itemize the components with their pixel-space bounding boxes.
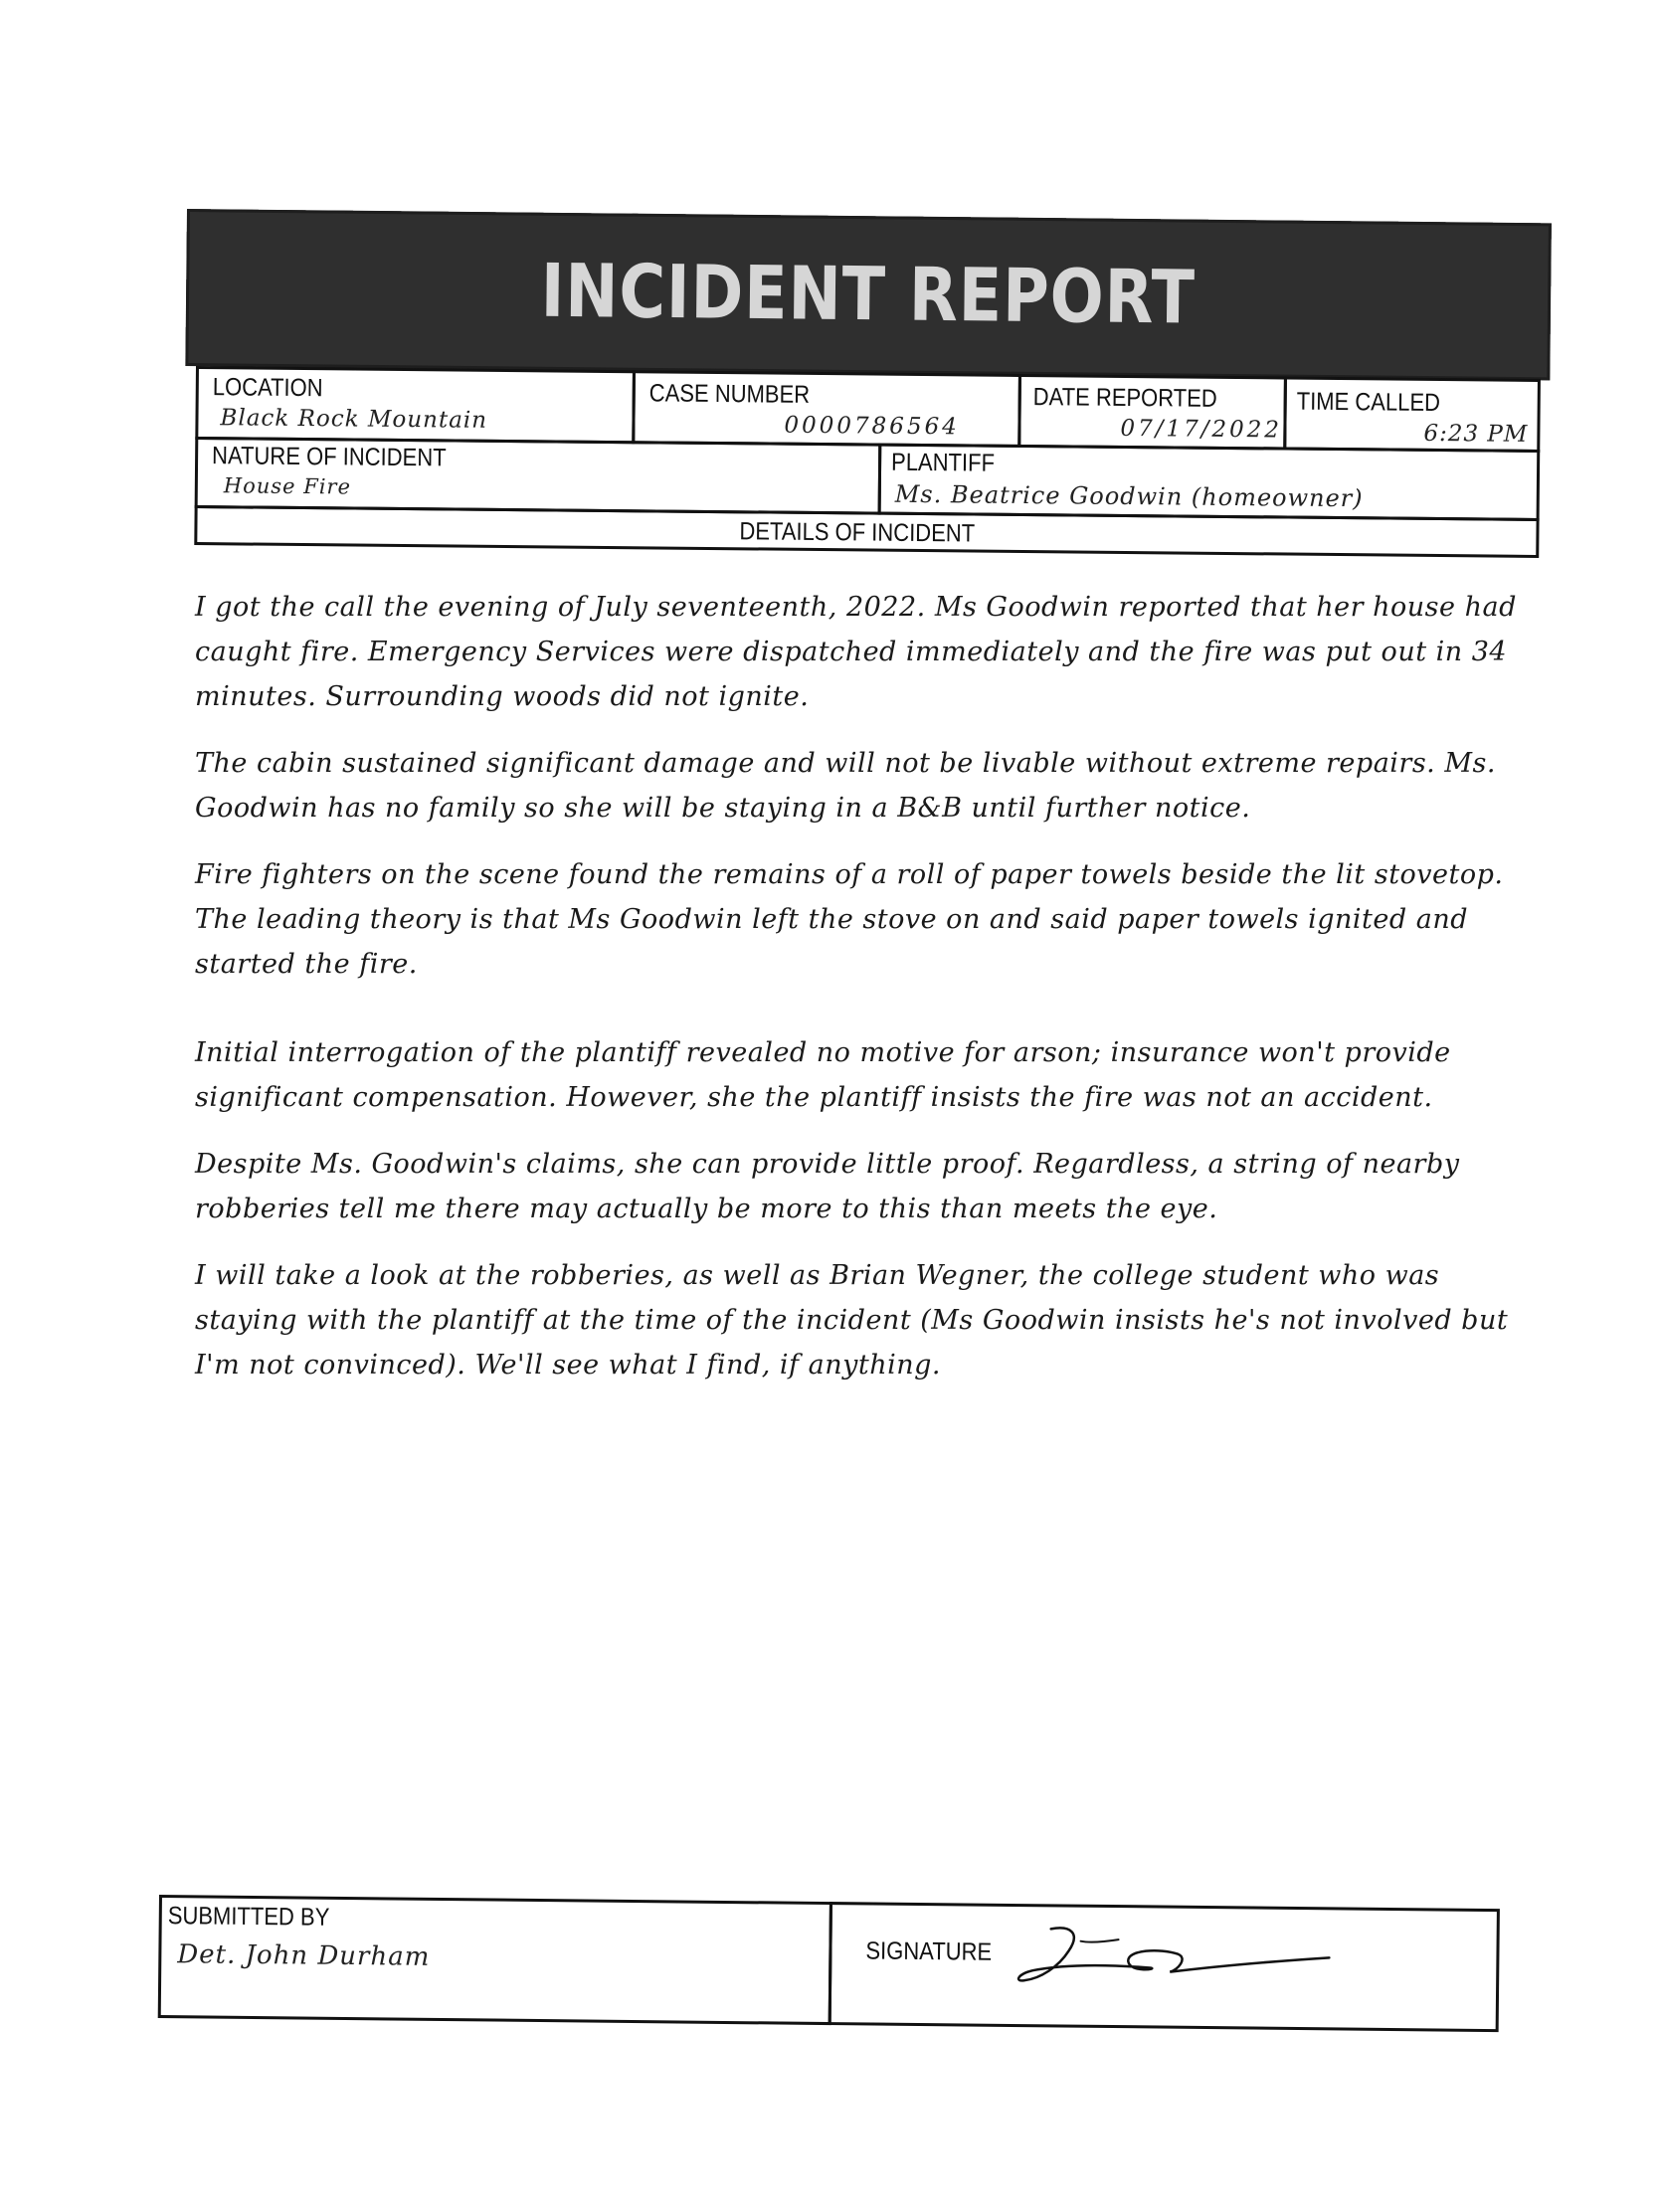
details-body: [195, 585, 1528, 1409]
plantiff-value: Ms. Beatrice Goodwin (homeowner): [894, 479, 1364, 513]
location-value: Black Rock Mountain: [220, 405, 488, 434]
date-reported-value: 07/17/2022: [1120, 415, 1283, 444]
signature-cell: [829, 1902, 1500, 2032]
location-label: LOCATION: [212, 373, 323, 403]
case-number-label: CASE NUMBER: [648, 379, 811, 409]
details-paragraph: The cabin sustained significant damage and will not be livable without extreme repairs. Ms. Goodwin has no family so she will be staying in a B&B until further notice.: [195, 748, 1496, 824]
details-paragraph: Despite Ms. Goodwin's claims, she can provide little proof. Regardless, a string of nearby robberies tell me there may actually be more to this than meets the eye.: [195, 1149, 1460, 1224]
nature-of-incident-label: NATURE OF INCIDENT: [212, 442, 447, 472]
submitted-by-label: SUBMITTED BY: [167, 1902, 330, 1932]
nature-of-incident-cell: [195, 437, 882, 515]
submitted-by-cell: [158, 1895, 832, 2025]
time-called-cell: [1283, 377, 1541, 453]
case-number-value: 0000786564: [784, 412, 960, 441]
details-paragraph: Initial interrogation of the plantiff revealed no motive for arson; insurance won't provide significant compensation. However, she the plantiff insists the fire was not an accident.: [195, 1037, 1451, 1113]
details-paragraph: I got the call the evening of July seventeenth, 2022. Ms Goodwin reported that her house had caught fire. Emergency Services were dispatched immediately and the fire was put out in 34 minutes. Surrounding woods did not ignite.: [195, 592, 1517, 712]
signature-mark: [1011, 1921, 1340, 2003]
plantiff-label: PLANTIFF: [890, 448, 996, 477]
signature-label: SIGNATURE: [865, 1936, 993, 1966]
plantiff-cell: [878, 444, 1541, 521]
submission-footer: [158, 1895, 1500, 2032]
time-called-value: 6:23 PM: [1423, 420, 1529, 448]
details-heading: DETAILS OF INCIDENT: [739, 517, 976, 548]
date-reported-label: DATE REPORTED: [1032, 383, 1217, 413]
location-cell: [195, 366, 636, 444]
time-called-label: TIME CALLED: [1296, 387, 1441, 418]
nature-of-incident-value: House Fire: [223, 473, 352, 499]
case-number-cell: [632, 370, 1021, 448]
details-paragraph: I will take a look at the robberies, as well as Brian Wegner, the college student who was staying with the plantiff at the time of the incident (Ms Goodwin insists he's not involved but I'm not convinced). We'll see what I find, if anything.: [195, 1260, 1509, 1381]
report-title: INCIDENT REPORT: [540, 248, 1197, 341]
incident-info-grid: [194, 366, 1541, 588]
date-reported-cell: [1017, 374, 1287, 451]
details-paragraph: Fire fighters on the scene found the remains of a roll of paper towels beside the lit stovetop. The leading theory is that Ms Goodwin left the stove on and said paper towels ignited and started the fire.: [195, 859, 1504, 980]
submitted-by-value: Det. John Durham: [177, 1939, 431, 1972]
report-title-banner: [185, 209, 1552, 380]
